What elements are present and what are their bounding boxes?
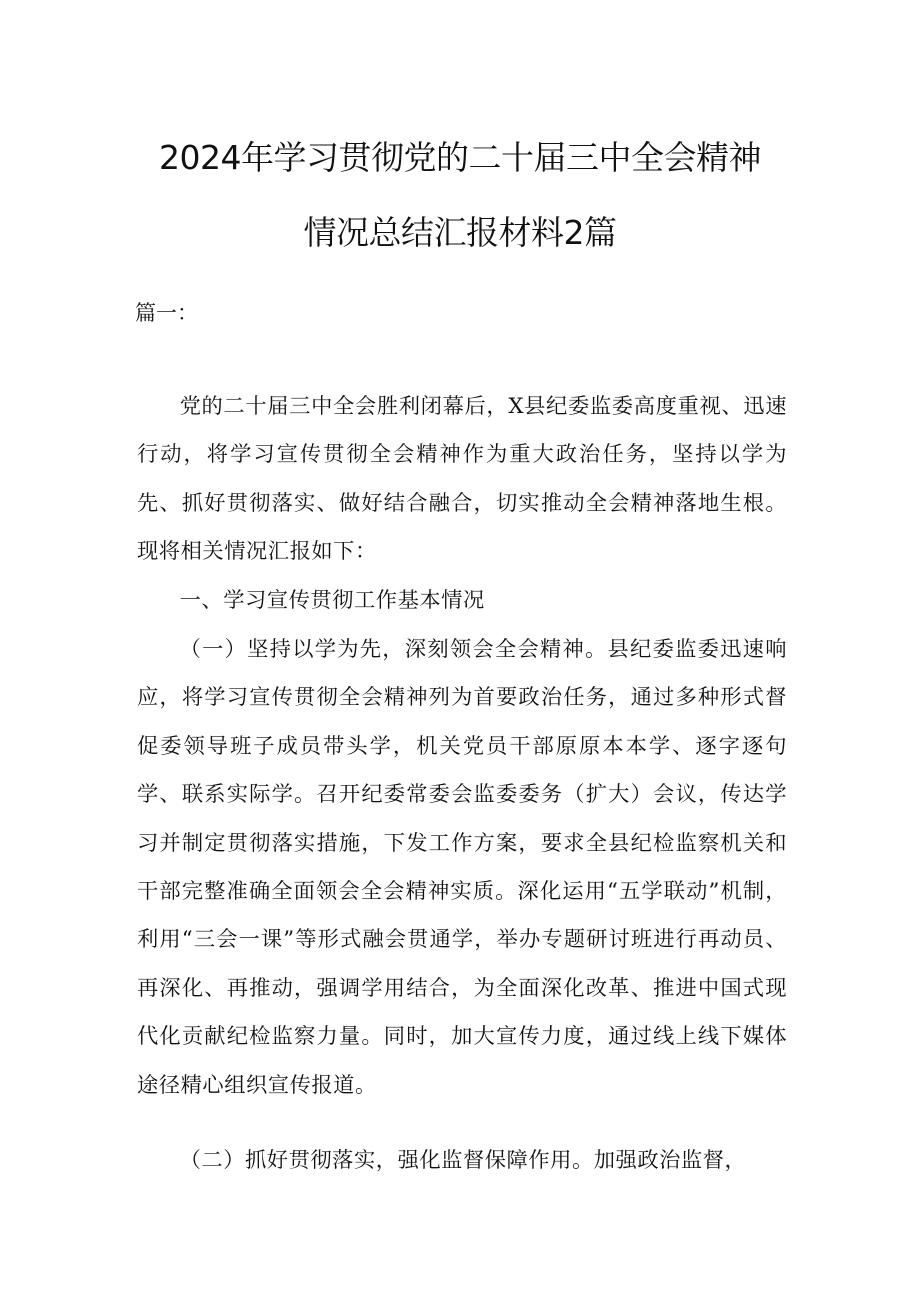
document-title-line-2: 情况总结汇报材料2篇 bbox=[303, 213, 617, 252]
point-2-paragraph: （二）抓好贯彻落实，强化监督保障作用。加强政治监督， bbox=[179, 1148, 747, 1173]
section-label: 篇一： bbox=[135, 301, 198, 325]
point-1-paragraph: （一）坚持以学为先，深刻领会全会精神。县纪委监委迅速响应，将学习宣传贯彻全会精神列为首要政治任务，通过多种形式督促委领导班子成员带头学，机关党员干部原原本本学、逐字逐句学、联系实际学。召开纪委常委会监委委务（扩大）会议，传达学习并制定贯彻落实措施，下发工作方案，要求全县纪检监察机关和干部完整准确全面领会全会精神实质。深化运用“五学联动”机制，利用“三会一课”等形式融会贯通学，举办专题研讨班进行再动员、再深化、再推动，强调学用结合，为全面深化改革、推进中国式现代化贡献纪检监察力量。同时，加大宣传力度，通过线上线下媒体途径精心组织宣传报道。 bbox=[137, 637, 787, 1098]
intro-paragraph: 党的二十届三中全会胜利闭幕后，X县纪委监委高度重视、迅速行动，将学习宣传贯彻全会精神作为重大政治任务，坚持以学为先、抓好贯彻落实、做好结合融合，切实推动全会精神落地生根。现将相关情况汇报如下： bbox=[137, 394, 787, 565]
heading-basic-situation: 一、学习宣传贯彻工作基本情况 bbox=[179, 588, 485, 613]
document-title-line-1: 2024年学习贯彻党的二十届三中全会精神 bbox=[159, 138, 761, 177]
